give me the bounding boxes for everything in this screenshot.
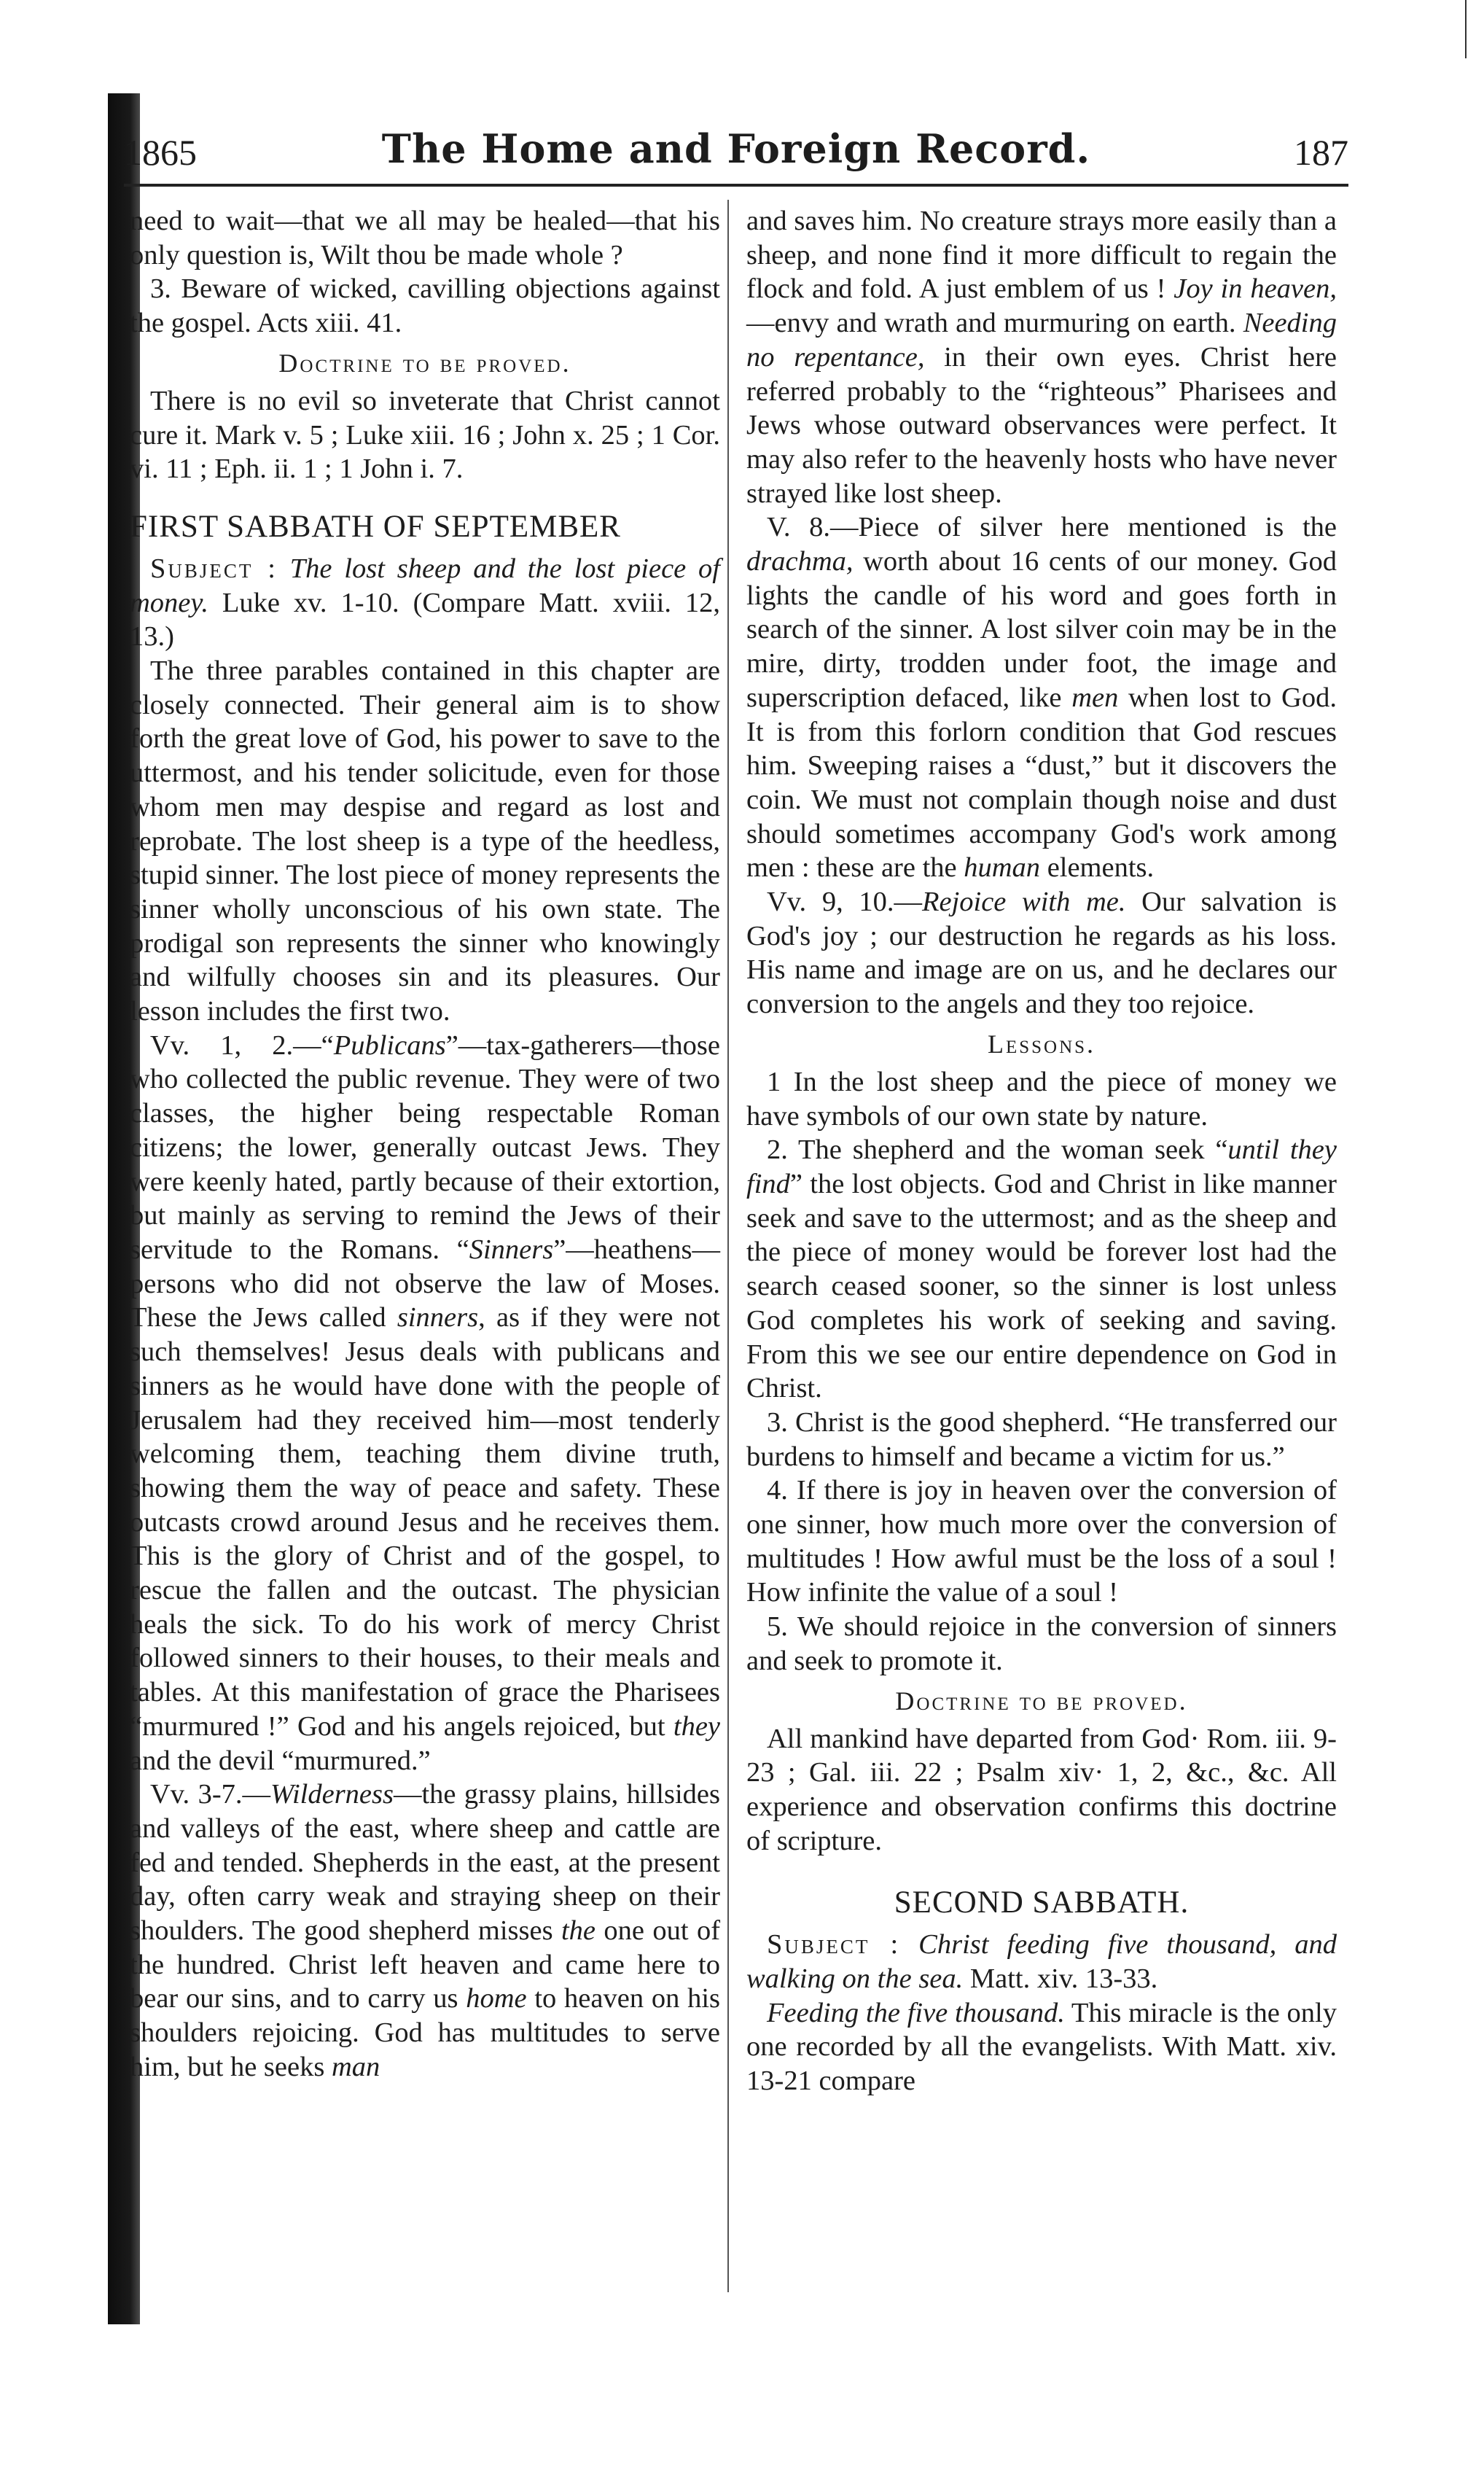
paragraph: There is no evil so inveterate that Christ cannot cure it. Mark v. 5 ; Luke xiii. 16 ; John x. 25 ; 1 Cor. vi. 11 ; Eph. ii. 1 ; 1 John i. 7. (130, 385, 720, 485)
italic-run: man (331, 2051, 380, 2082)
italic-run: Sinners (469, 1234, 554, 1265)
italic-run: they (673, 1710, 720, 1742)
section-heading: FIRST SABBATH OF SEPTEMBER (130, 509, 621, 544)
paragraph (746, 510, 1337, 885)
doctrine-heading: Doctrine to be proved. (278, 348, 571, 378)
italic-run: sinners (397, 1302, 479, 1333)
text-run: worth about 16 cents of our money. God lights the candle of his word and goes forth in search of the sinner. A lost silver coin may be in the mire, dirty, trodden under foot, the image and superscription defaced, like (746, 546, 1337, 713)
text-run: in their own eyes. Christ here referred probably to the “righteous” Pharisees and Jews whose outward observances were perfect. It may also refer to the heavenly hosts who have never strayed like lost sheep. (746, 341, 1337, 509)
page-edge-mark (1465, 0, 1467, 58)
subject-line (130, 552, 720, 654)
lesson-item: 3. Christ is the good shepherd. “He transferred our burdens to himself and became a victim for us.” (746, 1406, 1337, 1472)
section-heading: SECOND SABBATH. (894, 1885, 1190, 1920)
text-run: when lost to God. It is from this forlorn condition that God rescues him. Sweeping raises a “dust,” but it discovers the coin. We must not complain though noise and dust should sometimes accompany God's work among men : these are the (746, 682, 1337, 884)
page-number: 187 (1294, 132, 1348, 173)
text-run: Vv. 1, 2.—“ (150, 1029, 334, 1061)
text-run: —envy and wrath and murmuring on earth. (746, 308, 1243, 339)
text-run: —the grassy plains, hillsides and valleys of the east, where sheep and cattle are fed and tended. Shepherds in the east, at the present day, often carry weak and straying sheep on their shoulders. The good shepherd misses (130, 1779, 720, 1947)
italic-run: home (466, 1983, 527, 2014)
italic-run: Publicans (333, 1029, 446, 1061)
lesson-item: 1 In the lost sheep and the piece of money we have symbols of our own state by nature. (746, 1066, 1337, 1132)
text-run: one out of the hundred. Christ left heaven and came here to bear our sins, and to carry us (130, 1915, 721, 2014)
text-run: Our salvation is God's joy ; our destruction he regards as his loss. His name and image are on us, and he declares our conversion to the angels and they too rejoice. (746, 887, 1337, 1020)
paragraph: All mankind have departed from God· Rom. iii. 9-23 ; Gal. iii. 22 ; Psalm xiv· 1, 2, &c., &c. All experience and observation confirms this doctrine of scripture. (746, 1723, 1337, 1856)
italic-run: human (964, 852, 1041, 884)
text-run: and the devil “murmured.” (130, 1745, 431, 1776)
subject-title: Christ feeding five thousand, and walking on the sea. (746, 1929, 1337, 1995)
italic-run: Needing no repentance, (746, 308, 1337, 373)
running-header (124, 125, 1348, 187)
text-run: V. 8.—Piece of silver here mentioned is the (767, 512, 1337, 543)
text-run: , as if they were not such themselves! Jesus deals with publicans and sinners as he would have done with the people of Jerusalem had they received him—most tenderly welcoming them, teaching them divine truth, showing them the way of peace and safety. These outcasts crowd around Jesus and he receives them. This is the glory of Christ and of the gospel, to rescue the fallen and the outcast. The physician heals the sick. To do his work of mercy Christ followed sinners to their houses, to their meals and tables. At this manifestation of grace the Pharisees “murmured !” God and his angels rejoiced, but (130, 1302, 720, 1742)
italic-run: drachma, (746, 546, 854, 577)
text-run: ”—tax-gatherers—those who collected the public revenue. They were of two classes, the higher being respectable Roman citizens; the lower, generally outcast Jews. They were keenly hated, partly because of their extortion, but mainly as serving to remind the Jews of their servitude to the Romans. “ (130, 1029, 720, 1265)
text-run: This miracle is the only one recorded by all the evangelists. With Matt. xiv. 13-21 compare (746, 1997, 1337, 2097)
lesson-item: 5. We should rejoice in the conversion of sinners and seek to promote it. (746, 1611, 1337, 1676)
italic-run: Feeding the five thousand. (767, 1997, 1065, 2028)
lessons-heading: Lessons. (987, 1029, 1096, 1059)
text-run: and saves him. No creature strays more easily than a sheep, and none find it more difficult to regain the flock and fold. A just emblem of us ! (746, 206, 1337, 305)
italic-run: Rejoice with me. (921, 887, 1126, 918)
paragraph (746, 204, 1337, 510)
subject-line (746, 1928, 1337, 1995)
column-divider (727, 200, 729, 2292)
paragraph: The three parables contained in this chapter are closely connected. Their general aim is to show forth the great love of God, his power to save to the uttermost, and his tender solicitude, even for those whom men may despise and regard as lost and reprobate. The lost sheep is a type of the heedless, stupid sinner. The lost piece of money represents the sinner wholly unconscious of his own state. The prodigal son represents the sinner who knowingly and wilfully chooses sin and its pleasures. Our lesson includes the first two. (130, 655, 720, 1027)
header-year: 1865 (124, 132, 197, 173)
paragraph (746, 885, 1337, 1021)
doctrine-heading: Doctrine to be proved. (895, 1686, 1188, 1716)
italic-run: Wilderness (270, 1779, 394, 1810)
text-run: 2. The shepherd and the woman seek “ (767, 1134, 1228, 1166)
text-run: ” the lost objects. God and Christ in like manner seek and save to the uttermost; and as the sheep and the piece of money would be forever lost had the search ceased sooner, so the sinner is lost unless God completes his work of seeking and saving. From this we see our entire dependence on God in Christ. (746, 1168, 1337, 1404)
subject-title: The lost sheep and the lost piece of money. (130, 553, 721, 618)
italic-run: men (1071, 682, 1119, 713)
text-run: Vv. 3-7.— (150, 1779, 271, 1810)
lesson-item (746, 1133, 1337, 1406)
subject-reference: Matt. xiv. 13-33. (969, 1963, 1158, 1995)
left-column (130, 204, 720, 2084)
right-column (746, 204, 1337, 2098)
italic-run: until they find (746, 1134, 1337, 1199)
text-run: elements. (1040, 852, 1155, 884)
subject-reference: Luke xv. 1-10. (Compare Matt. xviii. 12, 13.) (130, 587, 720, 653)
header-title: The Home and Foreign Record. (381, 125, 1091, 172)
paragraph (130, 1778, 720, 2084)
italic-run: the (561, 1915, 595, 1947)
text-run: Vv. 9, 10.— (767, 887, 922, 918)
subject-label: Subject : (767, 1929, 901, 1960)
lesson-item: 4. If there is joy in heaven over the conversion of one sinner, how much more over the conversion of multitudes ! How awful must be the loss of a soul ! How infinite the value of a soul ! (746, 1475, 1337, 1608)
italic-run: Joy in heaven, (1173, 273, 1337, 305)
text-run: to heaven on his shoulders rejoicing. God has multitudes to serve him, but he seeks (130, 1983, 720, 2082)
paragraph (130, 1029, 720, 1778)
text-run: ”—heathens—persons who did not observe the law of Moses. These the Jews called (130, 1234, 720, 1333)
paragraph (746, 1996, 1337, 2098)
paragraph: need to wait—that we all may be healed—that his only question is, Wilt thou be made whole ? (130, 206, 720, 270)
paragraph: 3. Beware of wicked, cavilling objections against the gospel. Acts xiii. 41. (130, 273, 720, 339)
subject-label: Subject : (150, 553, 278, 584)
